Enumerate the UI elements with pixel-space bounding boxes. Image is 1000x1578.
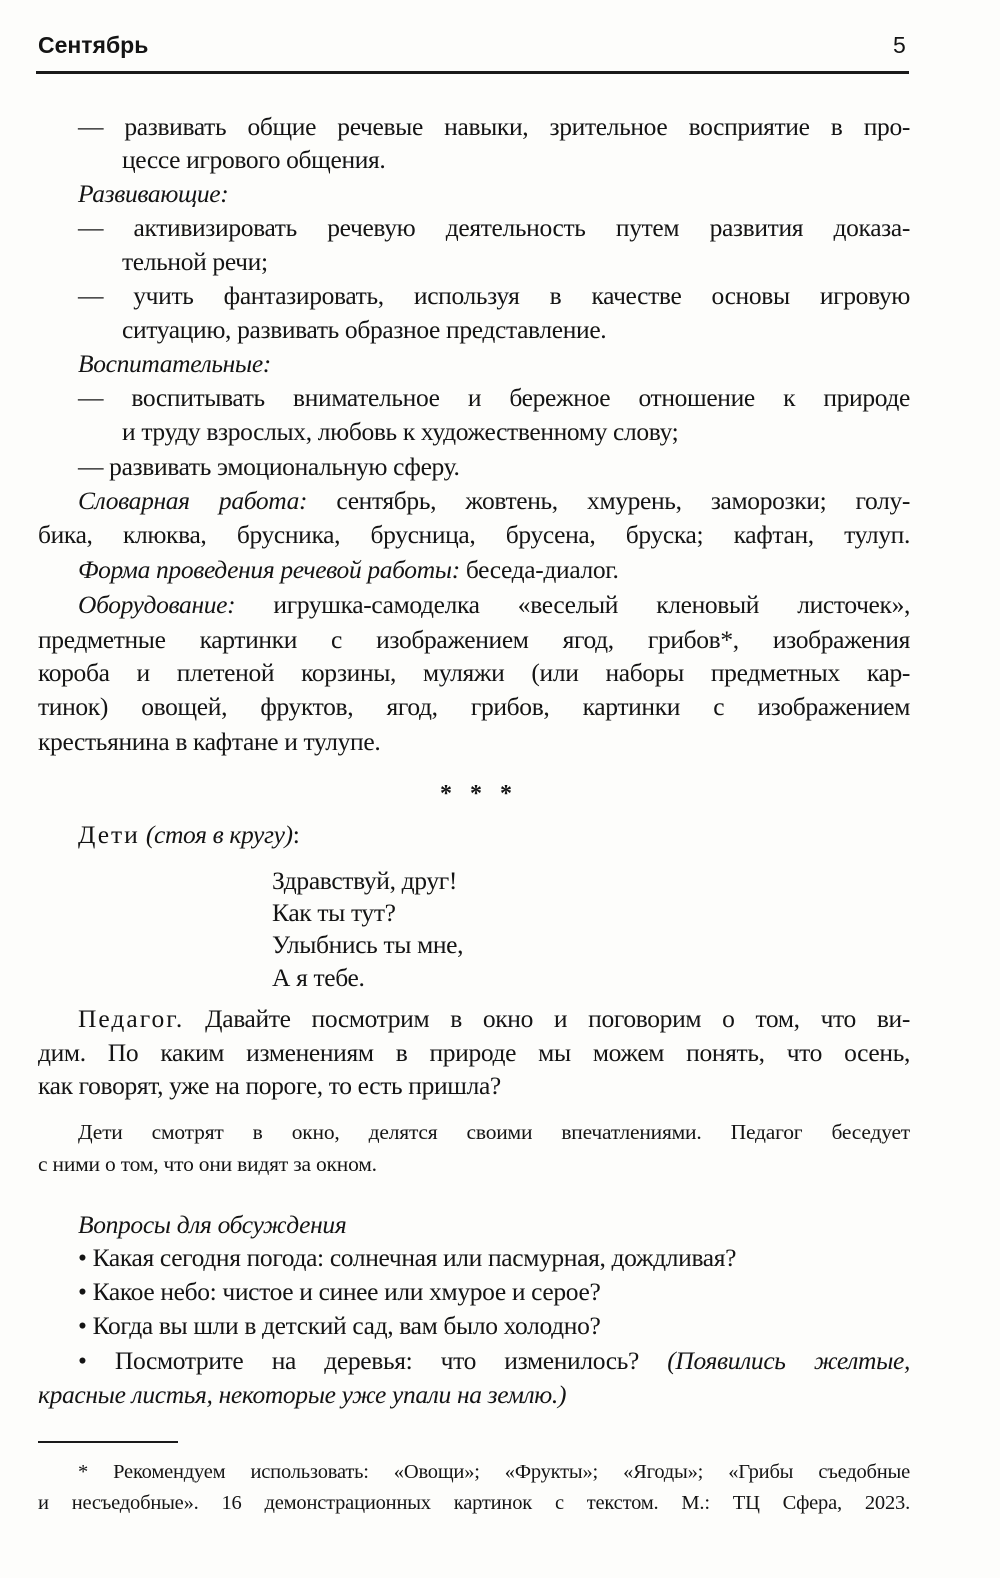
text-segment: как говорят, уже на пороге, то есть пришла? <box>38 1071 501 1100</box>
text-segment: Как ты тут? <box>272 898 396 927</box>
text-segment: : <box>292 820 300 849</box>
footnote-rule <box>38 1441 178 1443</box>
text-line <box>122 145 385 175</box>
text-segment: — активизировать речевую деятельность путем развития доказа- <box>78 213 910 242</box>
text-line <box>78 383 910 413</box>
text-segment: и несъедобные». 16 демонстрационных картинок с текстом. М.: ТЦ Сфера, 2023. <box>38 1492 910 1514</box>
text-line <box>78 590 910 620</box>
text-segment: тельной речи; <box>122 247 268 276</box>
text-segment: А я тебе. <box>272 963 365 992</box>
text-segment: — развивать общие речевые навыки, зрительное восприятие в про- <box>78 112 910 141</box>
text-segment: беседа-диалог. <box>459 555 619 584</box>
text-line <box>78 1004 910 1034</box>
text-segment: • Какая сегодня погода: солнечная или пасмурная, дождливая? <box>78 1243 737 1272</box>
text-line <box>78 179 228 209</box>
text-segment: Дети смотрят в окно, делятся своими впечатлениями. Педагог беседует <box>78 1120 910 1144</box>
text-segment: с ними о том, что они видят за окном. <box>38 1152 377 1176</box>
italic-text: Развивающие: <box>78 179 229 208</box>
text-line <box>38 1038 910 1068</box>
text-line <box>272 930 463 960</box>
header-rule <box>36 71 909 74</box>
text-line <box>122 315 606 345</box>
text-line <box>78 112 910 142</box>
text-line <box>78 1210 346 1240</box>
text-line <box>272 898 396 928</box>
text-segment: крестьянина в кафтане и тулупе. <box>38 727 381 756</box>
italic-text: Форма проведения речевой работы: <box>78 555 460 584</box>
text-segment: дим. По каким изменениям в природе мы можем понять, что осень, <box>38 1038 910 1067</box>
text-segment: цессе игрового общения. <box>122 145 386 174</box>
text-segment: ситуацию, развивать образное представление. <box>122 315 607 344</box>
italic-text: Воспитательные: <box>78 349 271 378</box>
text-line <box>38 727 380 757</box>
italic-text: красные листья, некоторые уже упали на землю.) <box>38 1380 567 1409</box>
text-line <box>38 625 910 655</box>
text-segment: Давайте посмотрим в окно и поговорим о том, что ви- <box>184 1004 910 1033</box>
text-line <box>78 1117 910 1147</box>
text-segment: • Какое небо: чистое и синее или хмурое и серое? <box>78 1277 601 1306</box>
footnote-line <box>78 1457 910 1487</box>
text-line <box>38 1149 377 1179</box>
running-header: Сентябрь <box>38 32 149 58</box>
text-line <box>78 349 271 379</box>
text-line <box>78 1346 910 1376</box>
text-line <box>38 1071 501 1101</box>
text-line <box>78 281 910 311</box>
italic-text: Вопросы для обсуждения <box>78 1210 347 1239</box>
text-segment: Улыбнись ты мне, <box>272 930 464 959</box>
text-segment: • Посмотрите на деревья: что изменилось? <box>78 1346 668 1375</box>
text-segment: тинок) овощей, фруктов, ягод, грибов, картинки с изображением <box>38 692 910 721</box>
text-segment: бика, клюква, брусника, брусница, брусена, бруска; кафтан, тулуп. <box>38 520 910 549</box>
speaker-label: Дети <box>78 820 140 849</box>
text-segment: * Рекомендуем использовать: «Овощи»; «Фрукты»; «Ягоды»; «Грибы съедобные <box>78 1461 910 1483</box>
text-line <box>122 247 268 277</box>
footnote-line <box>38 1488 910 1518</box>
text-segment: сентябрь, жовтень, хмурень, заморозки; голу- <box>307 486 910 515</box>
text-line <box>78 452 460 482</box>
italic-text: Оборудование: <box>78 590 236 619</box>
page-number: 5 <box>893 32 906 58</box>
text-line <box>38 1380 566 1410</box>
text-segment: предметные картинки с изображением ягод, грибов*, изображения <box>38 625 910 654</box>
text-segment: — учить фантазировать, используя в качестве основы игровую <box>78 281 910 310</box>
text-line <box>272 963 365 993</box>
text-line <box>78 213 910 243</box>
italic-text: Словарная работа: <box>78 486 308 515</box>
italic-text: (стоя в кругу) <box>139 820 293 849</box>
text-line <box>78 486 910 516</box>
text-line <box>38 692 910 722</box>
speaker-label: Педагог. <box>78 1004 185 1033</box>
text-segment: — развивать эмоциональную сферу. <box>78 452 460 481</box>
text-segment: игрушка-самоделка «веселый кленовый листочек», <box>235 590 910 619</box>
italic-text: (Появились желтые, <box>667 1346 910 1375</box>
text-line <box>272 866 457 896</box>
text-line <box>78 1311 600 1341</box>
text-line <box>38 520 910 550</box>
section-separator: * * * <box>440 781 518 807</box>
text-segment: Здравствуй, друг! <box>272 866 457 895</box>
text-segment: и труду взрослых, любовь к художественному слову; <box>122 417 679 446</box>
text-line <box>78 555 619 585</box>
text-line <box>78 1243 736 1273</box>
text-line <box>78 1277 600 1307</box>
text-segment: — воспитывать внимательное и бережное отношение к природе <box>78 383 910 412</box>
text-line <box>122 417 678 447</box>
text-line <box>78 820 299 850</box>
text-segment: • Когда вы шли в детский сад, вам было холодно? <box>78 1311 601 1340</box>
text-line <box>38 658 910 688</box>
text-segment: короба и плетеной корзины, муляжи (или наборы предметных кар- <box>38 658 910 687</box>
